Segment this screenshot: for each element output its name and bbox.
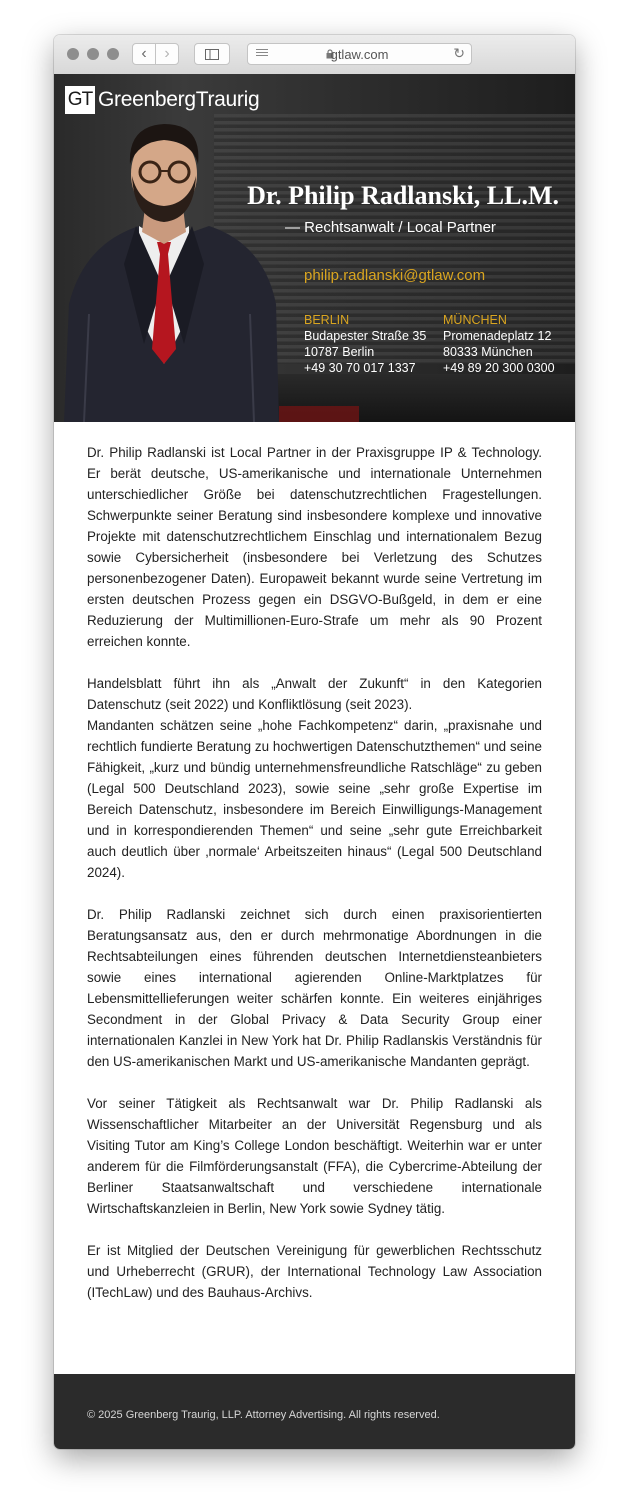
bio-paragraph: Handelsblatt führt ihn als „Anwalt der Zukunft“ in den Kategorien Datenschutz (seit 2022) und Konfliktlösung (seit 2023). xyxy=(87,676,542,712)
signature-banner xyxy=(54,74,575,422)
portrait-image xyxy=(64,114,279,422)
bio-paragraph: Dr. Philip Radlanski ist Local Partner in der Praxisgruppe IP & Technology. Er berät deutsche, US-amerikanische und internationale Unternehmen unterschiedlicher Größe bei datenschutzrechtlichen Fragestellungen. Schwerpunkte seiner Beratung sind insbesondere komplexe und innovative Projekte mit datenschutzrechtlichem Einschlag und internationalem Bezug sowie Cybersicherheit (insbesondere bei Verletzung des Schutzes personenbezogener Daten). Europaweit bekannt wurde seine Vertretung im ersten deutschen Prozess gegen ein DSGVO-Bußgeld, in dem er eine Reduzierung der Multimillionen-Euro-Strafe um mehr als 90 Prozent erreichen konnte. xyxy=(87,445,542,649)
close-window-button[interactable] xyxy=(67,48,79,60)
footer xyxy=(54,1374,575,1449)
sidebar-icon xyxy=(205,49,219,60)
logo-mark: GT xyxy=(65,86,95,114)
office-city: MÜNCHEN xyxy=(443,313,507,327)
address-bar[interactable] xyxy=(247,43,472,65)
office-street: Budapester Straße 35 xyxy=(304,329,427,343)
chevron-left-icon: ‹ xyxy=(141,45,147,62)
url-text: gtlaw.com xyxy=(330,47,389,62)
forward-button[interactable] xyxy=(155,43,179,65)
office-zip-city: 80333 München xyxy=(443,345,533,359)
bio-text xyxy=(87,442,542,1324)
office-street: Promenadeplatz 12 xyxy=(443,329,552,343)
bio-paragraph: Er ist Mitglied der Deutschen Vereinigung für gewerblichen Rechtsschutz und Urheberrecht (GRUR), der International Technology Law Association (ITechLaw) und des Bauhaus-Archivs. xyxy=(87,1243,542,1300)
bio-paragraph: Vor seiner Tätigkeit als Rechtsanwalt war Dr. Philip Radlanski als Wissenschaftlicher Mitarbeiter an der Universität Regensburg und als Visiting Tutor am King’s College London beschäftigt. Weiterhin war er unter anderem für die Filmförderungsanstalt (FFA), die Cybercrime-Abteilung der Berliner Staatsanwaltschaft und verschiedene internationale Wirtschaftskanzleien in Berlin, New York sowie Sydney tätig. xyxy=(87,1096,542,1216)
footer-copyright: © 2025 Greenberg Traurig, LLP. Attorney Advertising. All rights reserved. xyxy=(87,1409,440,1421)
person-name: Dr. Philip Radlanski, LL.M. xyxy=(247,181,559,210)
office-phone[interactable]: +49 89 20 300 0300 xyxy=(443,361,555,375)
browser-toolbar xyxy=(54,35,575,75)
logo-wordmark: GreenbergTraurig xyxy=(98,88,260,111)
office-city: BERLIN xyxy=(304,313,350,327)
person-title: — Rechtsanwalt / Local Partner xyxy=(285,219,496,236)
office-muenchen xyxy=(443,312,555,376)
bio-paragraph: Mandanten schätzen seine „hohe Fachkompetenz“ darin, „praxisnahe und rechtlich fundierte Beratung zu hochwertigen Datenschutzthemen“ und seine Fähigkeit, „kurz und bündig unternehmensfreundliche Ratschläge“ zu geben (Legal 500 Deutschland 2023), sowie seine „sehr große Expertise im Bereich Datenschutz, insbesondere im Bereich Einwilligungs-Management und in korrespondierenden Themen“ und seine „sehr gute Erreichbarkeit auch deutlich über ‚normale‘ Arbeitszeiten hinaus“ (Legal 500 Deutschland 2024). xyxy=(87,718,542,880)
reload-icon[interactable]: ↻ xyxy=(453,45,465,61)
zoom-window-button[interactable] xyxy=(107,48,119,60)
back-button[interactable] xyxy=(132,43,156,65)
sidebar-toggle-button[interactable] xyxy=(194,43,230,65)
background-chair xyxy=(279,406,359,422)
office-zip-city: 10787 Berlin xyxy=(304,345,375,359)
browser-window xyxy=(54,35,575,1449)
chevron-right-icon: › xyxy=(164,45,170,62)
bio-paragraph: Dr. Philip Radlanski zeichnet sich durch einen praxisorientierten Beratungsansatz aus, den er durch mehrmonatige Abordnungen in die Rechtsabteilungen eines führenden deutschen Internetdiensteanbieters sowie eines international agierenden Online-Marktplatzes für Lebensmittellieferungen weiter schärfen konnte. Ein weiteres einjähriges Secondment in der Global Privacy & Data Security Group einer internationalen Kanzlei in New York hat Dr. Philip Radlanskis Verständnis für den US-amerikanischen Markt und US-amerikanische Mandanten geprägt. xyxy=(87,907,542,1069)
office-berlin xyxy=(304,312,426,376)
email-link[interactable]: philip.radlanski@gtlaw.com xyxy=(304,267,486,284)
minimize-window-button[interactable] xyxy=(87,48,99,60)
office-phone[interactable]: +49 30 70 017 1337 xyxy=(304,361,416,375)
